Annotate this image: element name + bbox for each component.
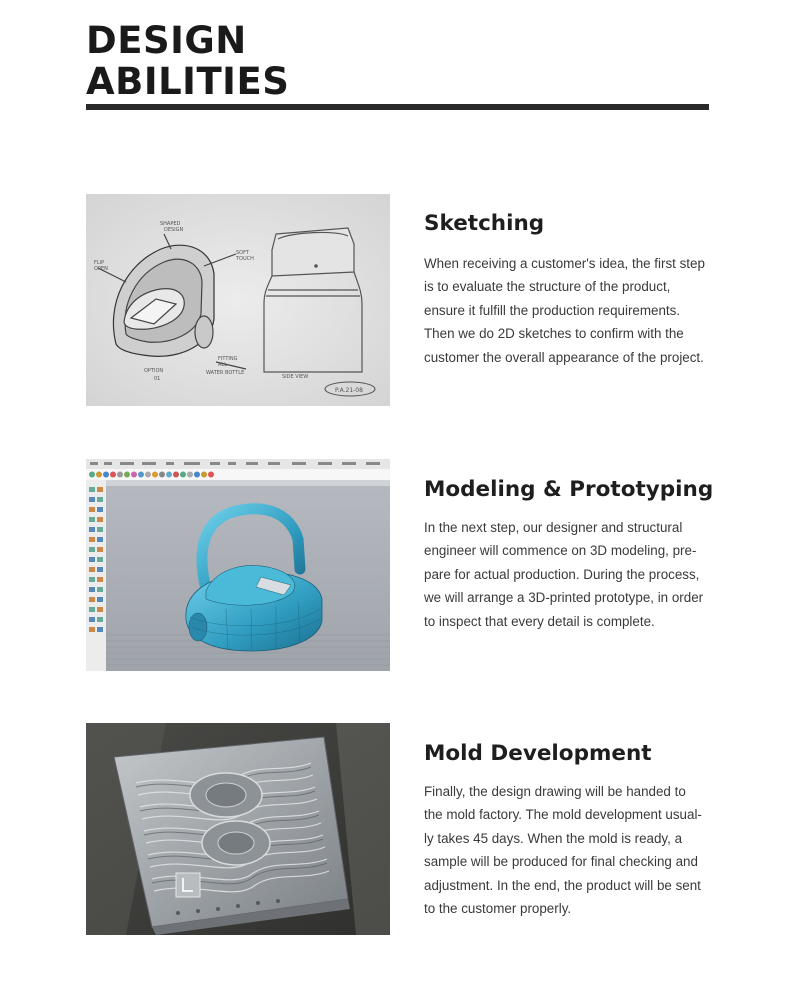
text-line: customer the overall appearance of the project. [424,349,704,365]
cad-model-image [86,459,390,671]
svg-text:ALL: ALL [218,362,227,368]
modeling-description [424,516,724,633]
svg-text:01: 01 [154,376,161,382]
sketch-image [86,194,390,406]
svg-text:OPEN: OPEN [94,266,108,272]
text-line: Then we do 2D sketches to confirm with the [424,326,684,342]
svg-text:FLIP: FLIP [94,260,105,266]
sketching-description [424,252,724,369]
text-line: adjustment. In the end, the product will be sent [424,877,701,893]
mold-development-description [424,780,724,920]
text-line: is to evaluate the structure of the product, [424,279,671,295]
title-divider [86,104,709,110]
svg-text:DESIGN: DESIGN [164,227,184,233]
text-line: we will arrange a 3D-printed prototype, in order [424,590,704,606]
text-line: When receiving a customer's idea, the first step [424,256,705,271]
svg-text:WATER BOTTLE: WATER BOTTLE [206,370,245,376]
svg-text:SOFT: SOFT [236,250,249,256]
mold-image [86,723,390,935]
text-line: to the customer properly. [424,901,572,917]
page-title [86,20,289,102]
text-line: ensure it fulfill the production requirements. [424,302,681,318]
text-line: Finally, the design drawing will be handed to [424,784,686,799]
svg-text:FITTING: FITTING [218,356,238,362]
svg-text:P.A.21-08: P.A.21-08 [335,387,363,394]
page-title-line-2: ABILITIES [86,60,290,103]
text-line: In the next step, our designer and structural [424,520,683,535]
text-line: pare for actual production. During the process, [424,566,700,582]
page-title-line-1: DESIGN [86,19,247,62]
text-line: sample will be produced for final checking and [424,854,698,870]
mold-development-heading: Mold Development [424,741,652,766]
sketching-heading: Sketching [424,211,545,236]
svg-text:OPTION: OPTION [144,368,164,374]
svg-text:SIDE VIEW: SIDE VIEW [282,374,309,380]
text-line: engineer will commence on 3D modeling, pre- [424,543,697,559]
text-line: the mold factory. The mold development usual- [424,807,702,823]
text-line: to inspect that every detail is complete. [424,613,655,629]
svg-text:SHAPED: SHAPED [160,221,181,227]
modeling-heading: Modeling & Prototyping [424,477,714,502]
text-line: ly takes 45 days. When the mold is ready, a [424,830,683,846]
svg-text:TOUCH: TOUCH [236,256,254,262]
